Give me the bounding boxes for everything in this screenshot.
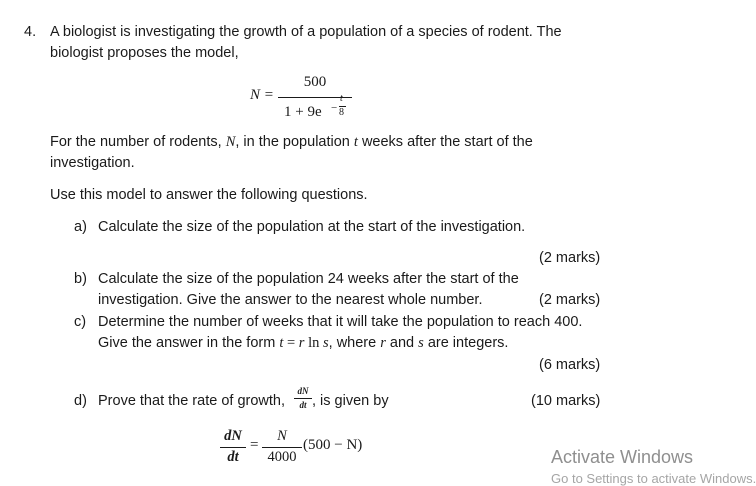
part-c-var-r: r — [380, 335, 386, 351]
question-number: 4. — [24, 24, 37, 40]
growth-lhs-fraction — [220, 428, 246, 468]
growth-rhs-num: N — [277, 428, 287, 444]
part-c-line-2 — [98, 335, 508, 352]
growth-lhs-den: dt — [227, 449, 239, 465]
model-lhs: N = — [250, 87, 274, 103]
model-numerator: 500 — [303, 74, 327, 90]
definition-var-N: N — [225, 134, 236, 150]
intro-line-2: biologist proposes the model, — [50, 45, 239, 61]
part-d-text-b: , is given by — [312, 393, 389, 409]
part-b-marks: (2 marks) — [539, 292, 601, 308]
definition-text-c: weeks after the start of the — [357, 134, 533, 150]
model-exponent-sign: − — [331, 102, 338, 114]
part-c-text-b: , where — [328, 335, 381, 351]
activate-windows-hint: Go to Settings to activate Windows. — [551, 471, 756, 486]
part-d-inline-num: dN — [297, 386, 309, 396]
part-a-text: Calculate the size of the population at the start of the investigation. — [98, 219, 526, 235]
part-c-line-1: Determine the number of weeks that it will take the population to reach 400. — [98, 314, 583, 330]
growth-rhs-den: 4000 — [267, 449, 297, 465]
part-a-label: a) — [74, 219, 87, 235]
definition-line-2: investigation. — [50, 155, 135, 171]
part-b-line-1: Calculate the size of the population 24 weeks after the start of the — [98, 271, 519, 287]
part-d-marks: (10 marks) — [531, 393, 601, 409]
part-c-form-t: t — [279, 335, 284, 351]
part-d-inline-den: dt — [299, 400, 307, 410]
growth-lhs-num: dN — [224, 428, 242, 444]
part-c-form-s: s — [322, 335, 329, 351]
part-b-line-2: investigation. Give the answer to the nearest whole number. — [98, 292, 483, 308]
part-c-text-a: Give the answer in the form — [98, 335, 280, 351]
model-exponent-num: t — [340, 93, 343, 104]
model-denominator-base: 1 + 9e — [284, 104, 322, 120]
part-d-inline-derivative — [294, 386, 312, 416]
part-c-form-ln: ln — [304, 335, 323, 351]
growth-rhs-bar — [262, 447, 302, 448]
part-b-label: b) — [74, 271, 87, 287]
instruction: Use this model to answer the following questions. — [50, 187, 368, 203]
definition-line-1 — [50, 134, 533, 151]
definition-var-t: t — [353, 134, 358, 150]
growth-lhs-bar — [220, 447, 246, 448]
model-exponent-den: 8 — [339, 107, 344, 118]
part-c-form-eq: = — [283, 335, 299, 351]
part-c-form-r: r — [298, 335, 305, 351]
part-d-inline-bar — [294, 398, 312, 399]
part-c-label: c) — [74, 314, 87, 330]
model-fraction — [278, 74, 352, 128]
definition-text-b: , in the population — [235, 134, 354, 150]
growth-rhs-fraction — [262, 428, 302, 468]
growth-rhs-tail: (500 − N) — [303, 437, 363, 453]
part-c-var-s: s — [418, 335, 424, 351]
part-d-text-a: Prove that the rate of growth, — [98, 393, 285, 409]
part-c-text-d: are integers. — [423, 335, 509, 351]
part-c-text-c: and — [385, 335, 419, 351]
intro-line-1: A biologist is investigating the growth of a population of a species of rodent. The — [50, 24, 562, 40]
part-d-label: d) — [74, 393, 87, 409]
part-c-marks: (6 marks) — [539, 357, 601, 373]
activate-windows-watermark: Activate Windows — [551, 447, 694, 467]
definition-text-a: For the number of rodents, — [50, 134, 226, 150]
growth-equals: = — [250, 437, 259, 453]
part-a-marks: (2 marks) — [539, 250, 601, 266]
